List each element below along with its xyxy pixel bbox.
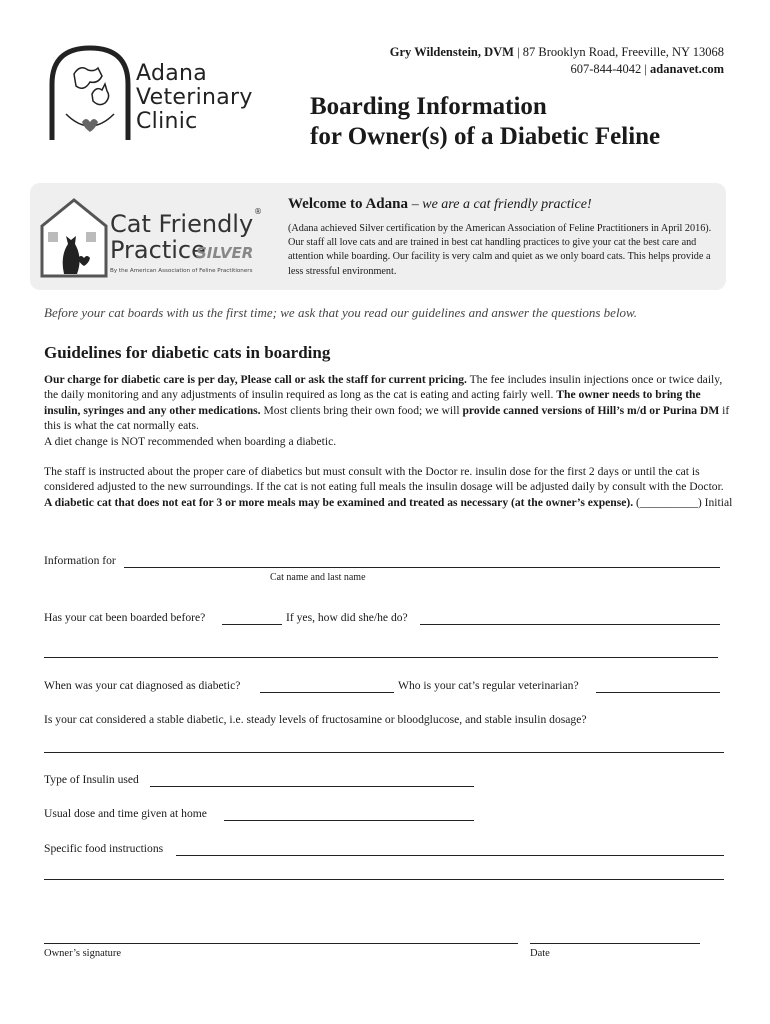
insulin-type-field[interactable] [150,786,474,787]
how-did-field-continued[interactable] [44,657,718,658]
clinic-address: | 87 Brooklyn Road, Freeville, NY 13068 [517,45,724,59]
badge-registered-mark: ® [254,207,262,216]
guidelines-paragraph-1 [44,372,734,449]
logo-line-3: Clinic [136,109,198,134]
stable-diabetic-label: Is your cat considered a stable diabetic, i.e. steady levels of fructosamine or bloodglucose, and stable insulin dosage? [44,713,587,726]
how-did-label: If yes, how did she/he do? [286,611,408,624]
logo-line-1: Adana [136,61,208,86]
welcome-tagline: – we are a cat friendly practice! [411,197,592,212]
provided-food-note: provide canned versions of Hill’s m/d or Purina DM [462,403,720,417]
title-line-2: for Owner(s) of a Diabetic Feline [310,123,661,150]
guidelines-title: Guidelines for diabetic cats in boarding [44,343,331,362]
badge-line-2: Practice [110,236,206,264]
diagnosed-field[interactable] [260,692,394,693]
page-title [310,92,660,152]
badge-byline: By the American Association of Feline Practitioners [110,268,253,274]
logo-line-2: Veterinary [136,85,253,110]
food-condition: if this is what the cat normally eats. [44,403,730,433]
signature-field[interactable] [44,943,518,944]
usual-dose-field[interactable] [224,820,474,821]
owner-supplies-note: The owner needs to bring the insulin, syringes and any other medications. [44,388,701,417]
doctor-name: Gry Wildenstein, DVM [389,45,514,59]
date-label: Date [530,948,550,959]
welcome-title: Welcome to Adana [288,196,408,212]
clinic-logo-icon [44,44,136,144]
food-note: Most clients bring their own food; we will [260,403,463,417]
cat-name-caption: Cat name and last name [270,572,366,583]
welcome-text: (Adana achieved Silver certification by the American Association of Feline Practitioners in April 2016). Our staff all love cats and are trained in best cat handling practices to give your cat the best care and attention while boarding. Our facility is very calm and quiet as we only board cats. This helps provide a less stressful environment. [288,223,712,277]
stable-diabetic-field[interactable] [44,752,724,753]
boarded-before-field[interactable] [222,624,282,625]
diagnosed-label: When was your cat diagnosed as diabetic? [44,679,241,692]
cat-friendly-practice-badge [38,196,266,278]
guidelines-paragraph-2 [44,464,734,510]
regular-vet-field[interactable] [596,692,720,693]
pricing-note: Our charge for diabetic care is per day, Please call or ask the staff for current pricing. [44,373,467,386]
clinic-logo-text [136,62,253,134]
intro-text: Before your cat boards with us the first time; we ask that you read our guidelines and answer the questions below. [44,305,638,320]
insulin-type-label: Type of Insulin used [44,773,139,786]
clinic-contact [390,44,724,78]
not-eating-warning: A diabetic cat that does not eat for 3 or more meals may be examined and treated as necessary (at the owner’s expense). [44,495,634,509]
date-field[interactable] [530,943,700,944]
title-line-1: Boarding Information [310,93,547,120]
staff-instruction-text: The staff is instructed about the proper care of diabetics but must consult with the Doctor re. insulin dose for the first 2 days or until the cat is considered adjusted to the new surroundings. If the cat is not eating full meals the insulin dosage will be adjusted daily by consult with the Doctor. [44,465,724,494]
info-for-label: Information for [44,554,116,567]
fee-description: The fee includes insulin injections once or twice daily, the daily monitoring and any adjustments of insulin required as long as the cat is eating and acting fairly well. [44,373,723,402]
how-did-field[interactable] [420,624,720,625]
signature-label: Owner’s signature [44,948,122,959]
food-instructions-label: Specific food instructions [44,842,164,855]
usual-dose-label: Usual dose and time given at home [44,807,207,820]
regular-vet-label: Who is your cat’s regular veterinarian? [398,679,579,692]
clinic-website: adanavet.com [650,62,724,76]
badge-level: SILVER [196,244,254,262]
welcome-heading [288,196,592,213]
badge-line-1: Cat Friendly [110,210,254,238]
clinic-phone: 607-844-4042 | [570,62,647,76]
clinic-logo [44,44,284,144]
cat-name-field[interactable] [124,567,720,568]
initial-field[interactable]: (__________) Initial [633,495,733,509]
food-instructions-field-continued[interactable] [44,879,724,880]
food-instructions-field[interactable] [176,855,724,856]
boarded-before-label: Has your cat been boarded before? [44,611,206,624]
diet-change-note: A diet change is NOT recommended when boarding a diabetic. [44,434,337,448]
